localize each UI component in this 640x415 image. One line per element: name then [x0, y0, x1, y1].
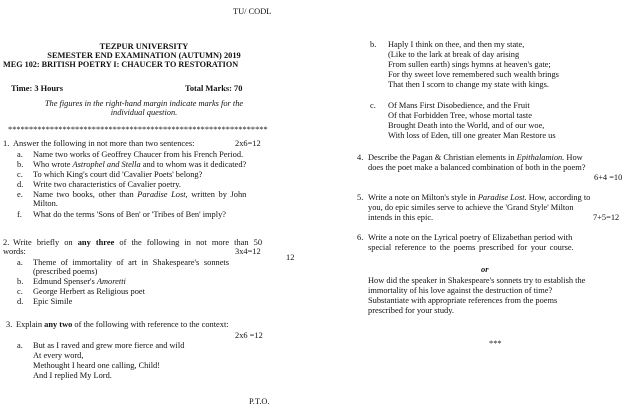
q6-alt-line-1: How did the speaker in Shakespeare's sonnets try to establish the [368, 276, 586, 285]
q1a-text: Name two works of Geoffrey Chaucer from his French Period. [33, 150, 244, 159]
q6-alt-line-4: prescribed for your study. [368, 306, 454, 315]
q6-text-line2: special reference to the poems prescribed for your course. [368, 243, 574, 252]
time-allowed: Time: 3 Hours [11, 84, 63, 93]
q4-number: 4. [357, 153, 364, 162]
q1d-letter: d. [17, 180, 24, 189]
q1b-text: Who wrote Astrophel and Stella and to whom was it dedicated? [33, 160, 247, 169]
q2-prompt: Write briefly on any three of the following in not more than 50 [13, 238, 263, 247]
q6-number: 6. [357, 233, 364, 242]
q1c-letter: c. [17, 170, 23, 179]
q2b-letter: b. [17, 277, 24, 286]
q1e-text-line2: Milton. [33, 199, 58, 208]
q3b-line-4: For thy sweet love remembered such wealth brings [388, 70, 559, 79]
q4-marks: 6+4 =10 [594, 173, 623, 182]
q5-text: Write a note on Milton's style in Paradise Lost. How, according to [368, 193, 591, 202]
q3c-line-3: Brought Death into the World, and of our woe, [388, 121, 545, 130]
q2b-text: Edmund Spenser's Amoretti [33, 277, 126, 286]
q4-text-line2: does the poet make a balanced combination of both in the poem? [368, 163, 586, 172]
q2d-letter: d. [17, 297, 24, 306]
instruction-line-2: individual question. [110, 108, 178, 117]
q3c-line-1: Of Mans First Disobedience, and the Fruit [388, 101, 530, 110]
q3b-line-3: From sullen earth) sings hymns at heaven's gate; [388, 60, 551, 69]
q2a-letter: a. [17, 258, 23, 267]
left-column [3, 0, 285, 415]
q2-number: 2. [3, 238, 10, 247]
q5-text-line2: you, do epic similes serve to achieve the 'Grand Style' Milton [368, 203, 574, 212]
exam-code: TU/ CODL [233, 7, 272, 16]
q1b-letter: b. [17, 160, 24, 169]
q1-prompt: Answer the following in not more than two sentences: [13, 139, 195, 148]
course-title: MEG 102: BRITISH POETRY I: CHAUCER TO RESTORATION [3, 60, 239, 69]
right-column [286, 0, 635, 415]
total-marks: Total Marks: 70 [185, 84, 243, 93]
q6-alt-line-3: Substantiate with appropriate references from the poems [368, 296, 558, 305]
q2a-text-line2: (prescribed poems) [33, 267, 98, 276]
q1c-text: To which King's court did 'Cavalier Poets' belong? [33, 170, 203, 179]
q2a-text: Theme of immortality of art in Shakespeare's sonnets [33, 258, 230, 267]
q3-prompt: Explain any two of the following with reference to the context: [16, 320, 229, 329]
q3a-line-4: And I replied My Lord. [33, 371, 112, 380]
q6-marks: 12 [286, 253, 295, 262]
q1-number: 1. [3, 139, 10, 148]
q3a-line-2: At every word, [33, 351, 84, 360]
q3a-line-3: Methought I heard one calling, Child! [33, 361, 160, 370]
q3a-line-1: But as I raved and grew more fierce and wild [33, 341, 185, 350]
q1f-letter: f. [17, 210, 22, 219]
q3-number: 3. [6, 320, 13, 329]
q5-marks: 7+5=12 [593, 213, 620, 222]
q6-alt-line-2: immortality of his love against the destruction of time? [368, 286, 553, 295]
q2-prompt-line2: words: [3, 247, 26, 256]
q3c-line-4: With loss of Eden, till one greater Man Restore us [388, 131, 556, 140]
q1-marks: 2x6=12 [235, 139, 261, 148]
q5-text-line3: intends in this epic. [368, 213, 434, 222]
q3c-line-2: Of that Forbidden Tree, whose mortal taste [388, 111, 532, 120]
q3b-letter: b. [370, 40, 377, 49]
q1e-text: Name two books, other than Paradise Lost, written by John [33, 190, 247, 199]
q3b-line-1: Haply I think on thee, and then my state, [388, 40, 525, 49]
q1a-letter: a. [17, 150, 23, 159]
q2d-text: Epic Simile [33, 297, 73, 306]
q1f-text: What do the terms 'Sons of Ben' or 'Tribes of Ben' imply? [33, 210, 226, 219]
q3a-letter: a. [17, 341, 23, 350]
q2c-text: George Herbert as Religious poet [33, 287, 145, 296]
q2-marks: 3x4=12 [235, 247, 261, 256]
instruction-line-1: The figures in the right-hand margin indicate marks for the [44, 99, 244, 108]
pto: P.T.O. [249, 397, 270, 406]
q1e-letter: e. [17, 190, 23, 199]
q3-marks: 2x6 =12 [235, 331, 263, 340]
q2c-letter: c. [17, 287, 23, 296]
exam-title: SEMESTER END EXAMINATION (AUTUMN) 2019 [47, 51, 241, 60]
q3b-line-2: (Like to the lark at break of day arising [388, 50, 520, 59]
q6-text: Write a note on the Lyrical poetry of Elizabethan period with [368, 233, 573, 242]
q5-number: 5. [357, 193, 364, 202]
separator-stars: ************************************************************** [8, 125, 268, 134]
q3b-line-5: That then I scorn to change my state with kings. [388, 80, 549, 89]
end-mark: *** [489, 339, 502, 348]
q3c-letter: c. [370, 101, 376, 110]
q4-text: Describe the Pagan & Christian elements in Epithalamion. How [368, 153, 583, 162]
university-name: TEZPUR UNIVERSITY [99, 42, 189, 51]
q6-or: or [481, 265, 489, 274]
q1d-text: Write two characteristics of Cavalier poetry. [33, 180, 181, 189]
